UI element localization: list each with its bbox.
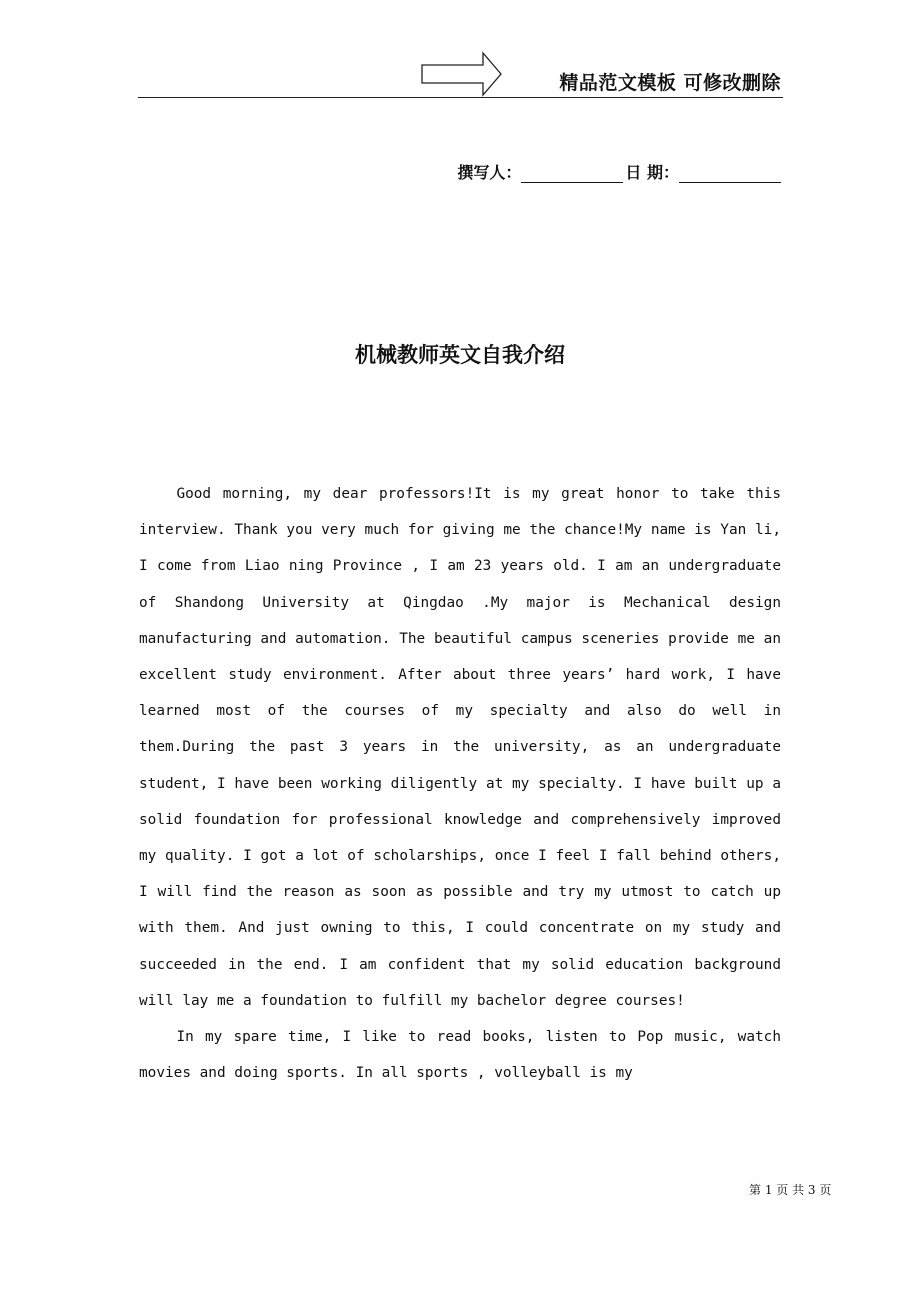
page-number: 第 1 页 共 3 页 (749, 1183, 832, 1197)
document-body (139, 476, 781, 1091)
author-date-line (457, 160, 781, 183)
paragraph: Good morning, my dear professors!It is my great honor to take this interview. Thank you very much for giving me the chance!My name is Yan li, I come from Liao ning Province , I am 23 years old. I am an undergraduate of Shandong University at Qingdao .My major is Mechanical design manufacturing and automation. The beautiful campus sceneries provide me an excellent study environment. After about three years’ hard work, I have learned most of the courses of my specialty and also do well in them.During the past 3 years in the university, as an undergraduate student, I have been working diligently at my specialty. I have built up a solid foundation for professional knowledge and comprehensively improved my quality. I got a lot of scholarships, once I feel I fall behind others, I will find the reason as soon as possible and try my utmost to catch up with them. And just owning to this, I could concentrate on my study and succeeded in the end. I am confident that my solid education background will lay me a foundation to fulfill my bachelor degree courses! (139, 486, 781, 1009)
date-blank (679, 164, 781, 183)
page-header (138, 50, 783, 98)
date-label: 日 期： (625, 163, 679, 182)
author-label: 撰写人： (457, 163, 522, 182)
author-blank (521, 164, 623, 183)
document-title: 机械教师英文自我介绍 (355, 342, 565, 367)
header-text: 精品范文模板 可修改删除 (559, 72, 781, 94)
paragraph: In my spare time, I like to read books, listen to Pop music, watch movies and doing sports. In all sports , volleyball is my (139, 1029, 781, 1082)
right-arrow-icon (421, 51, 503, 97)
